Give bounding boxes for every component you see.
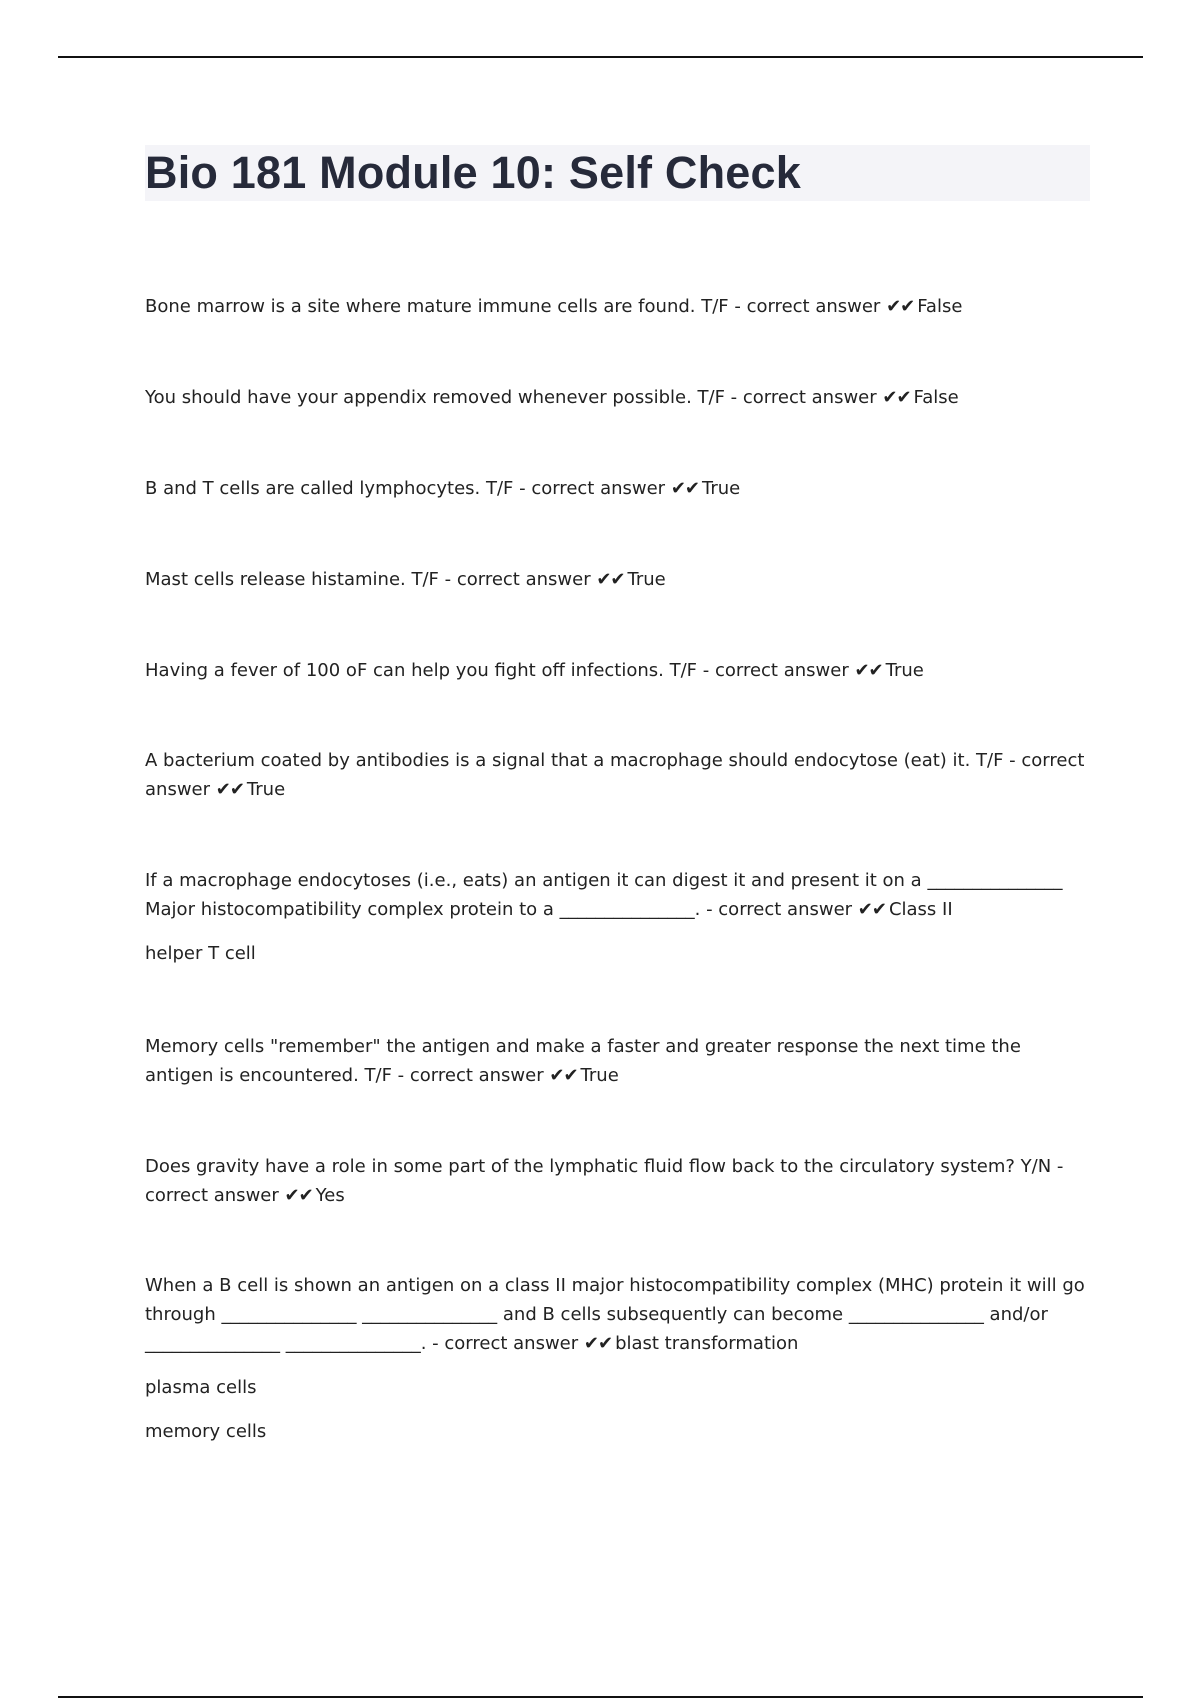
question-text: B and T cells are called lymphocytes. T/F - correct answer [145,478,666,499]
title-banner [145,145,1090,201]
answer-text: True [885,660,924,681]
answer-extra: memory cells [145,1421,267,1442]
qa-item-2 [145,383,1090,412]
answer-text: True [701,478,741,499]
answer-text: True [627,569,666,590]
qa-line [145,1271,1090,1358]
question-text: Mast cells release histamine. T/F - correct answer [145,569,591,590]
question-text: Having a fever of 100 oF can help you fight off infections. T/F - correct answer [145,660,849,681]
qa-line [145,866,1090,924]
qa-line [145,565,1090,594]
check-icon: ✔✔ [596,569,625,590]
check-icon: ✔✔ [857,899,886,920]
check-icon: ✔✔ [670,478,699,499]
qa-line [145,746,1090,804]
qa-line [145,1152,1090,1210]
qa-item-3 [145,474,1090,503]
check-icon: ✔✔ [215,779,244,800]
qa-item-6 [145,746,1090,804]
question-text: Memory cells "remember" the antigen and make a faster and greater response the next time the antigen is encountered. T/F - correct answer [145,1036,1021,1086]
qa-item-9 [145,1152,1090,1210]
answer-text: False [917,296,963,317]
qa-item-5 [145,656,1090,685]
page-title: Bio 181 Module 10: Self Check [145,147,801,198]
question-text: Bone marrow is a site where mature immune cells are found. T/F - correct answer [145,296,881,317]
answer-text: False [913,387,959,408]
check-icon: ✔✔ [284,1185,313,1206]
answer-extra: plasma cells [145,1377,257,1398]
qa-item-10 [145,1271,1090,1446]
check-icon: ✔✔ [886,296,915,317]
qa-line [145,656,1090,685]
check-icon: ✔✔ [549,1065,578,1086]
qa-item-1 [145,292,1090,321]
qa-line [145,292,1090,321]
answer-text: Yes [315,1185,345,1206]
answer-extra: helper T cell [145,943,256,964]
answer-text: blast transformation [615,1333,799,1354]
bottom-rule [58,1696,1143,1698]
check-icon: ✔✔ [854,660,883,681]
qa-line [145,1032,1090,1090]
answer-text: Class II [888,899,953,920]
question-text: If a macrophage endocytoses (i.e., eats) an antigen it can digest it and present it on a _______________ Major histocompatibility complex protein to a _______________. - correct answer [145,870,1063,920]
qa-item-7 [145,866,1090,968]
question-text: You should have your appendix removed whenever possible. T/F - correct answer [145,387,877,408]
qa-line [145,383,1090,412]
answer-text: True [246,779,286,800]
answer-text: True [580,1065,619,1086]
check-icon: ✔✔ [583,1333,613,1354]
qa-line [145,474,1090,503]
question-text: When a B cell is shown an antigen on a class II major histocompatibility complex (MHC) protein it will go through _______________ _______________ and B cells subsequently can become _______________ and/or _______________ _______________. - correct answer [145,1275,1085,1354]
qa-item-8 [145,1032,1090,1090]
question-text: Does gravity have a role in some part of the lymphatic fluid flow back to the circulatory system? Y/N - correct answer [145,1156,1064,1206]
qa-item-4 [145,565,1090,594]
question-text: A bacterium coated by antibodies is a signal that a macrophage should endocytose (eat) it. T/F - correct answer [145,750,1085,800]
check-icon: ✔✔ [882,387,911,408]
top-rule [58,56,1143,58]
